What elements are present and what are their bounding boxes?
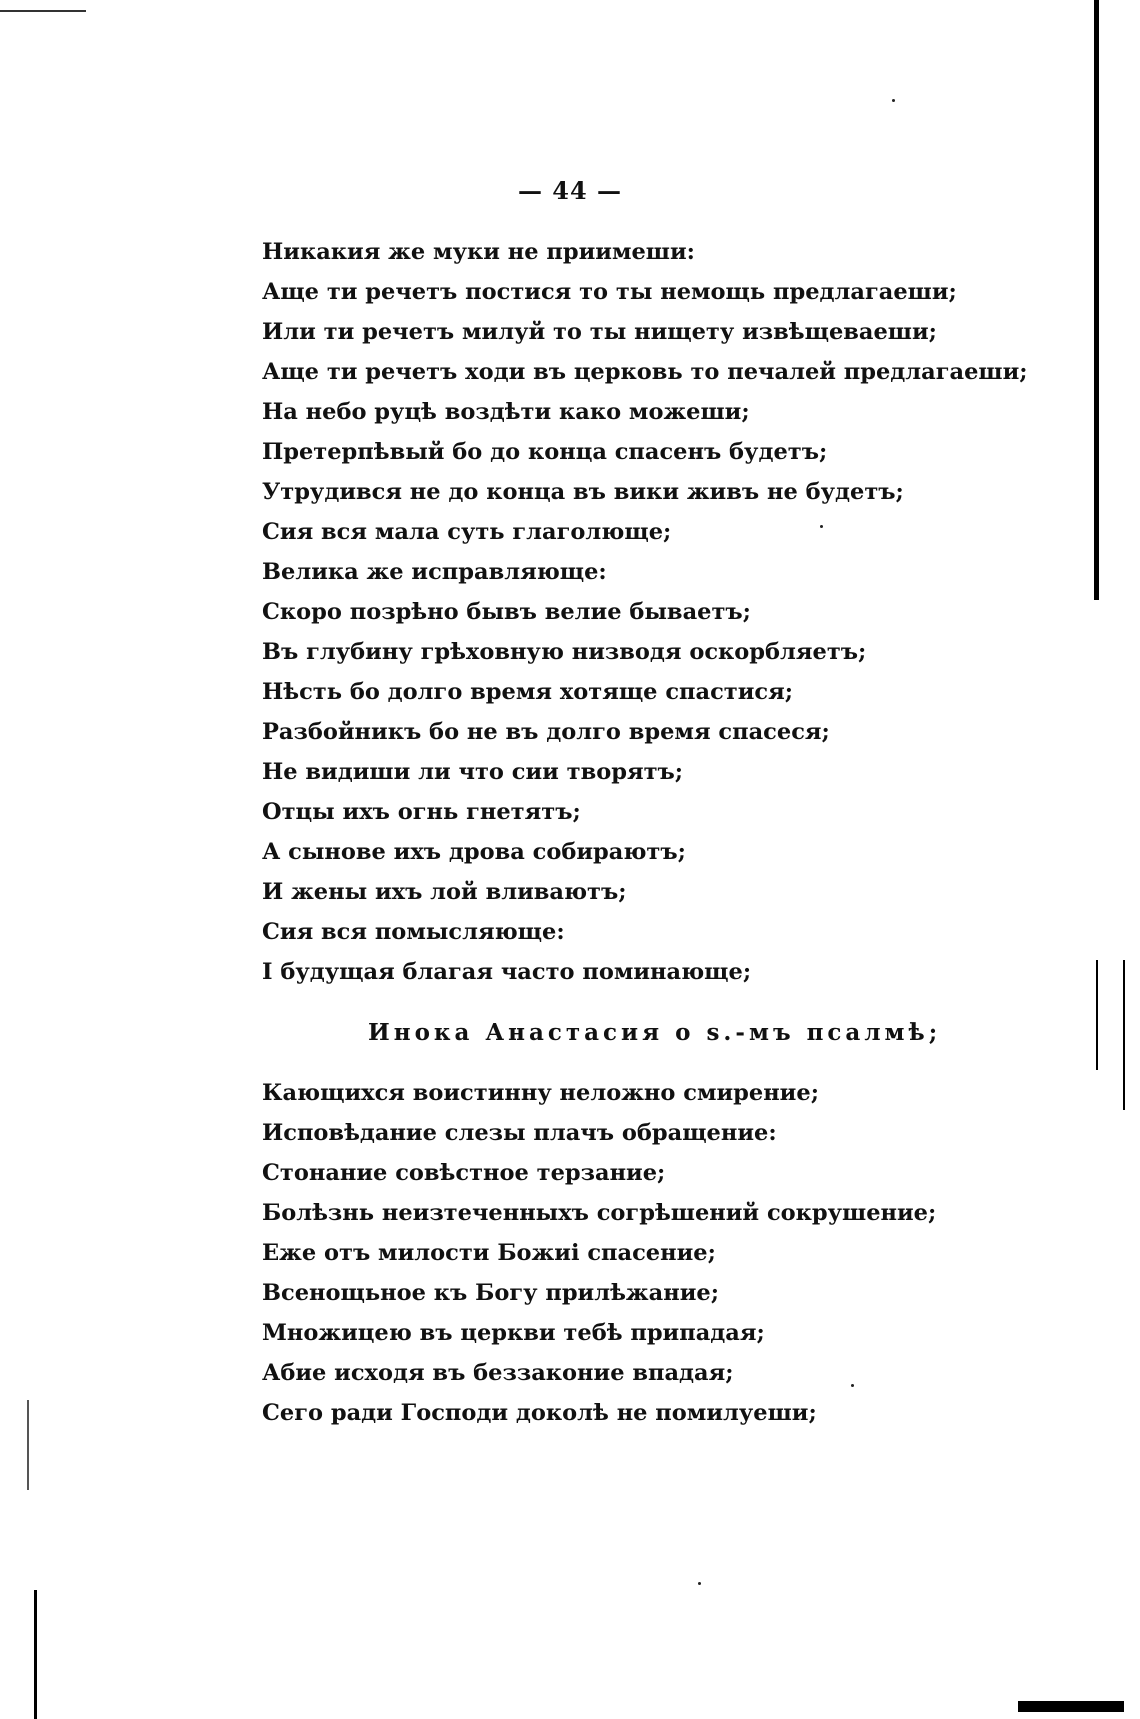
scan-speck: [892, 99, 895, 102]
section-heading: Инока Анастасия о ѕ.-мъ псалмѣ;: [368, 1019, 942, 1046]
verse-line: Сия вся помысляюще:: [262, 919, 565, 945]
scan-artifact-right-edge-lower: [1123, 960, 1125, 1110]
verse-line: Утрудився не до конца въ вики живъ не будетъ;: [262, 479, 904, 505]
verse-stanza-1: [262, 232, 1028, 992]
scan-artifact-left-edge-upper: [27, 1400, 29, 1490]
verse-line: Отцы ихъ огнь гнетятъ;: [262, 799, 581, 825]
verse-line: I будущая благая часто поминающе;: [262, 959, 752, 985]
verse-line: Аще ти речетъ постися то ты немощь предлагаеши;: [262, 279, 957, 305]
verse-line: Велика же исправляюще:: [262, 559, 607, 585]
verse-line: Никакия же муки не приимеши:: [262, 239, 695, 265]
verse-line: Разбойникъ бо не въ долго время спасеся;: [262, 719, 830, 745]
verse-line: Не видиши ли что сии творятъ;: [262, 759, 684, 785]
verse-line: Исповѣдание слезы плачъ обращение:: [262, 1120, 777, 1146]
verse-line: Всенощьное къ Богу прилѣжание;: [262, 1280, 719, 1306]
scan-artifact-right-edge-lower-inner: [1096, 960, 1098, 1070]
verse-line: Или ти речетъ милуй то ты нищету извѣщеваеши;: [262, 319, 937, 345]
scan-speck: [698, 1582, 701, 1585]
scan-artifact-left-edge: [34, 1590, 37, 1719]
verse-line: Стонание совѣстное терзание;: [262, 1160, 666, 1186]
verse-line: На небо руцѣ воздѣти како можеши;: [262, 399, 750, 425]
verse-stanza-2: [262, 1073, 1022, 1433]
verse-line: Скоро позрѣно бывъ велие бываетъ;: [262, 599, 751, 625]
verse-line: Болѣзнь неизтеченныхъ согрѣшений сокрушение;: [262, 1200, 937, 1226]
verse-line: Множицею въ церкви тебѣ припадая;: [262, 1320, 765, 1346]
verse-line: Сего ради Господи доколѣ не помилуеши;: [262, 1400, 817, 1426]
scan-artifact-right-edge: [1094, 0, 1099, 600]
verse-line: Въ глубину грѣховную низводя оскорбляетъ;: [262, 639, 867, 665]
verse-line: Нѣсть бо долго время хотяще спастися;: [262, 679, 794, 705]
verse-line: Сия вся мала суть глаголюще;: [262, 519, 672, 545]
page-number: — 44 —: [517, 176, 623, 205]
verse-line: А сынове ихъ дрова собираютъ;: [262, 839, 686, 865]
verse-line: И жены ихъ лой вливаютъ;: [262, 879, 627, 905]
verse-line: Претерпѣвый бо до конца спасенъ будетъ;: [262, 439, 828, 465]
scan-artifact-top-left: [0, 10, 86, 12]
verse-line: Кающихся воистинну неложно смирение;: [262, 1080, 819, 1106]
verse-line: Абие исходя въ беззаконие впадая;: [262, 1360, 734, 1386]
verse-line: Аще ти речетъ ходи въ церковь то печалей предлагаеши;: [262, 359, 1028, 385]
verse-line: Еже отъ милости Божиі спасение;: [262, 1240, 716, 1266]
scan-artifact-bottom-right: [1018, 1701, 1124, 1712]
